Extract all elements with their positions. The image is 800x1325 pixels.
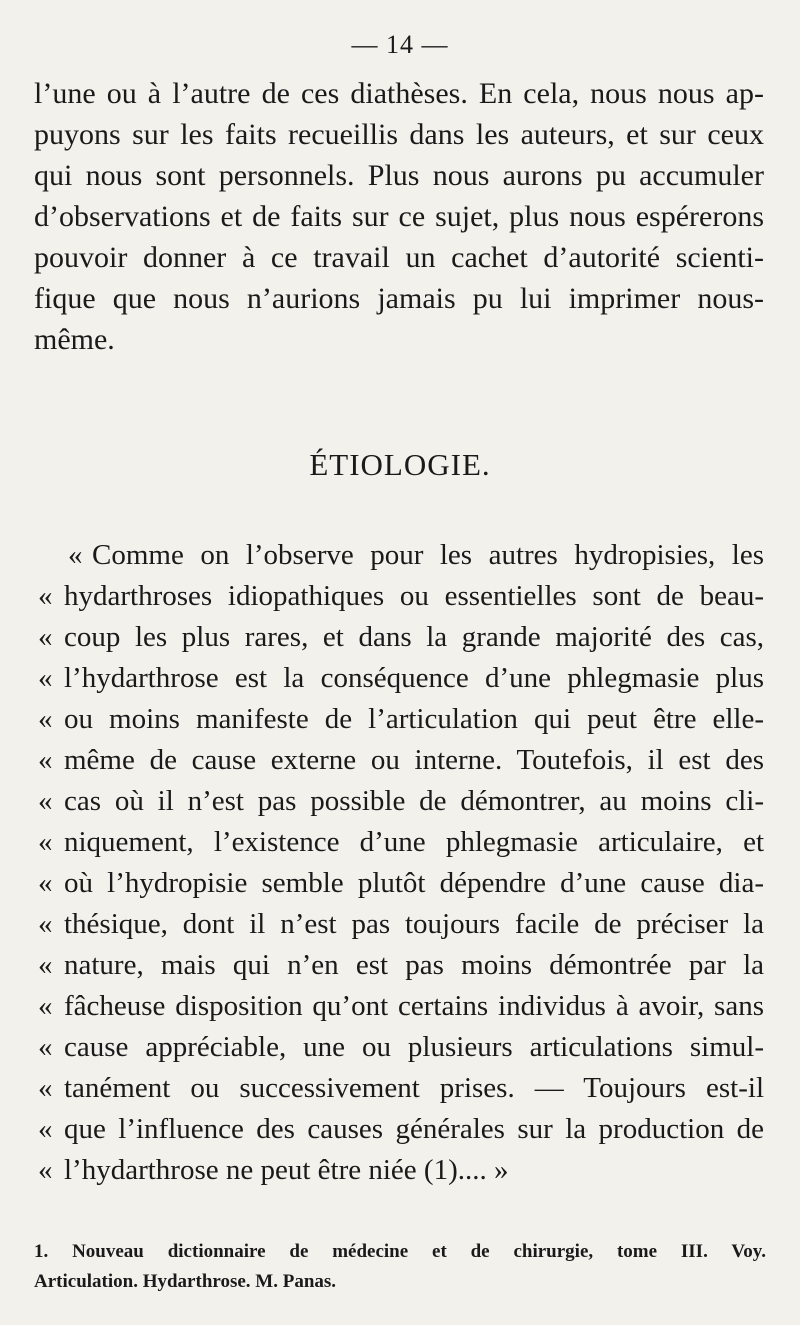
quote-mark: « xyxy=(38,703,53,735)
quote-line xyxy=(30,740,764,781)
quote-mark: « xyxy=(38,990,53,1022)
text-line: puyons sur les faits recueillis dans les auteurs, et sur ceux xyxy=(34,118,764,151)
footnote xyxy=(34,1237,766,1297)
quote-text: que l’influence des causes générales sur la production de xyxy=(64,1113,764,1145)
quote-text: cas où il n’est pas possible de démontrer, au moins cli- xyxy=(64,785,764,817)
quote-mark: « xyxy=(38,580,53,612)
quote-line xyxy=(30,822,764,863)
quote-mark: « xyxy=(38,785,53,817)
quote-mark: « xyxy=(38,621,53,653)
quote-mark: « xyxy=(38,908,53,940)
quote-text: hydarthroses idiopathiques ou essentielles sont de beau- xyxy=(64,580,764,612)
text-line: l’une ou à l’autre de ces diathèses. En cela, nous nous ap- xyxy=(34,77,764,110)
text-line: même. xyxy=(34,323,115,356)
quote-mark: « xyxy=(38,867,53,899)
footnote-line: 1. Nouveau dictionnaire de médecine et de chirurgie, tome III. Voy. xyxy=(34,1241,766,1262)
section-heading: ÉTIOLOGIE. xyxy=(309,447,491,482)
quote-text: tanément ou successivement prises. — Toujours est-il xyxy=(64,1072,764,1104)
quote-line xyxy=(30,904,764,945)
text-line: fique que nous n’aurions jamais pu lui imprimer nous- xyxy=(34,282,764,315)
quote-mark: « xyxy=(68,539,83,571)
quote-text: coup les plus rares, et dans la grande majorité des cas, xyxy=(64,621,764,653)
quote-text: où l’hydropisie semble plutôt dépendre d’une cause dia- xyxy=(64,867,764,899)
quote-line xyxy=(30,658,764,699)
quote-mark: « xyxy=(38,1072,53,1104)
text-line: pouvoir donner à ce travail un cachet d’autorité scienti- xyxy=(34,241,764,274)
quote-text: niquement, l’existence d’une phlegmasie articulaire, et xyxy=(64,826,764,858)
text-line: qui nous sont personnels. Plus nous aurons pu accumuler xyxy=(34,159,764,192)
quote-line xyxy=(30,945,764,986)
quote-line xyxy=(30,1109,764,1150)
quote-text: ou moins manifeste de l’articulation qui peut être elle- xyxy=(64,703,764,735)
quote-line xyxy=(30,699,764,740)
quote-line xyxy=(30,1027,764,1068)
quote-mark: « xyxy=(38,1031,53,1063)
quote-text: fâcheuse disposition qu’ont certains individus à avoir, sans xyxy=(64,990,764,1022)
quote-mark: « xyxy=(38,826,53,858)
quote-mark: « xyxy=(38,744,53,776)
text-line: d’observations et de faits sur ce sujet, plus nous espérerons xyxy=(34,200,764,233)
page-number: — 14 — xyxy=(351,30,449,59)
quote-text: thésique, dont il n’est pas toujours facile de préciser la xyxy=(64,908,764,940)
quote-mark: « xyxy=(38,949,53,981)
quote-mark: « xyxy=(38,662,53,694)
quote-text: cause appréciable, une ou plusieurs articulations simul- xyxy=(64,1031,764,1063)
quote-line xyxy=(30,986,764,1027)
quotation-block xyxy=(30,535,764,1191)
quote-text: même de cause externe ou interne. Toutefois, il est des xyxy=(64,744,764,776)
intro-paragraph xyxy=(34,73,764,360)
quote-text: l’hydarthrose ne peut être niée (1).... » xyxy=(64,1154,509,1186)
quote-line xyxy=(30,781,764,822)
quote-mark: « xyxy=(38,1113,53,1145)
quote-line xyxy=(30,1150,764,1191)
footnote-line: Articulation. Hydarthrose. M. Panas. xyxy=(34,1271,337,1292)
quote-line xyxy=(30,576,764,617)
quote-text: nature, mais qui n’en est pas moins démontrée par la xyxy=(64,949,764,981)
quote-line xyxy=(30,617,764,658)
quote-line xyxy=(30,863,764,904)
quote-line xyxy=(30,535,764,576)
quote-mark: « xyxy=(38,1154,53,1186)
quote-line xyxy=(30,1068,764,1109)
quote-text: Comme on l’observe pour les autres hydropisies, les xyxy=(92,539,764,571)
quote-text: l’hydarthrose est la conséquence d’une phlegmasie plus xyxy=(64,662,764,694)
